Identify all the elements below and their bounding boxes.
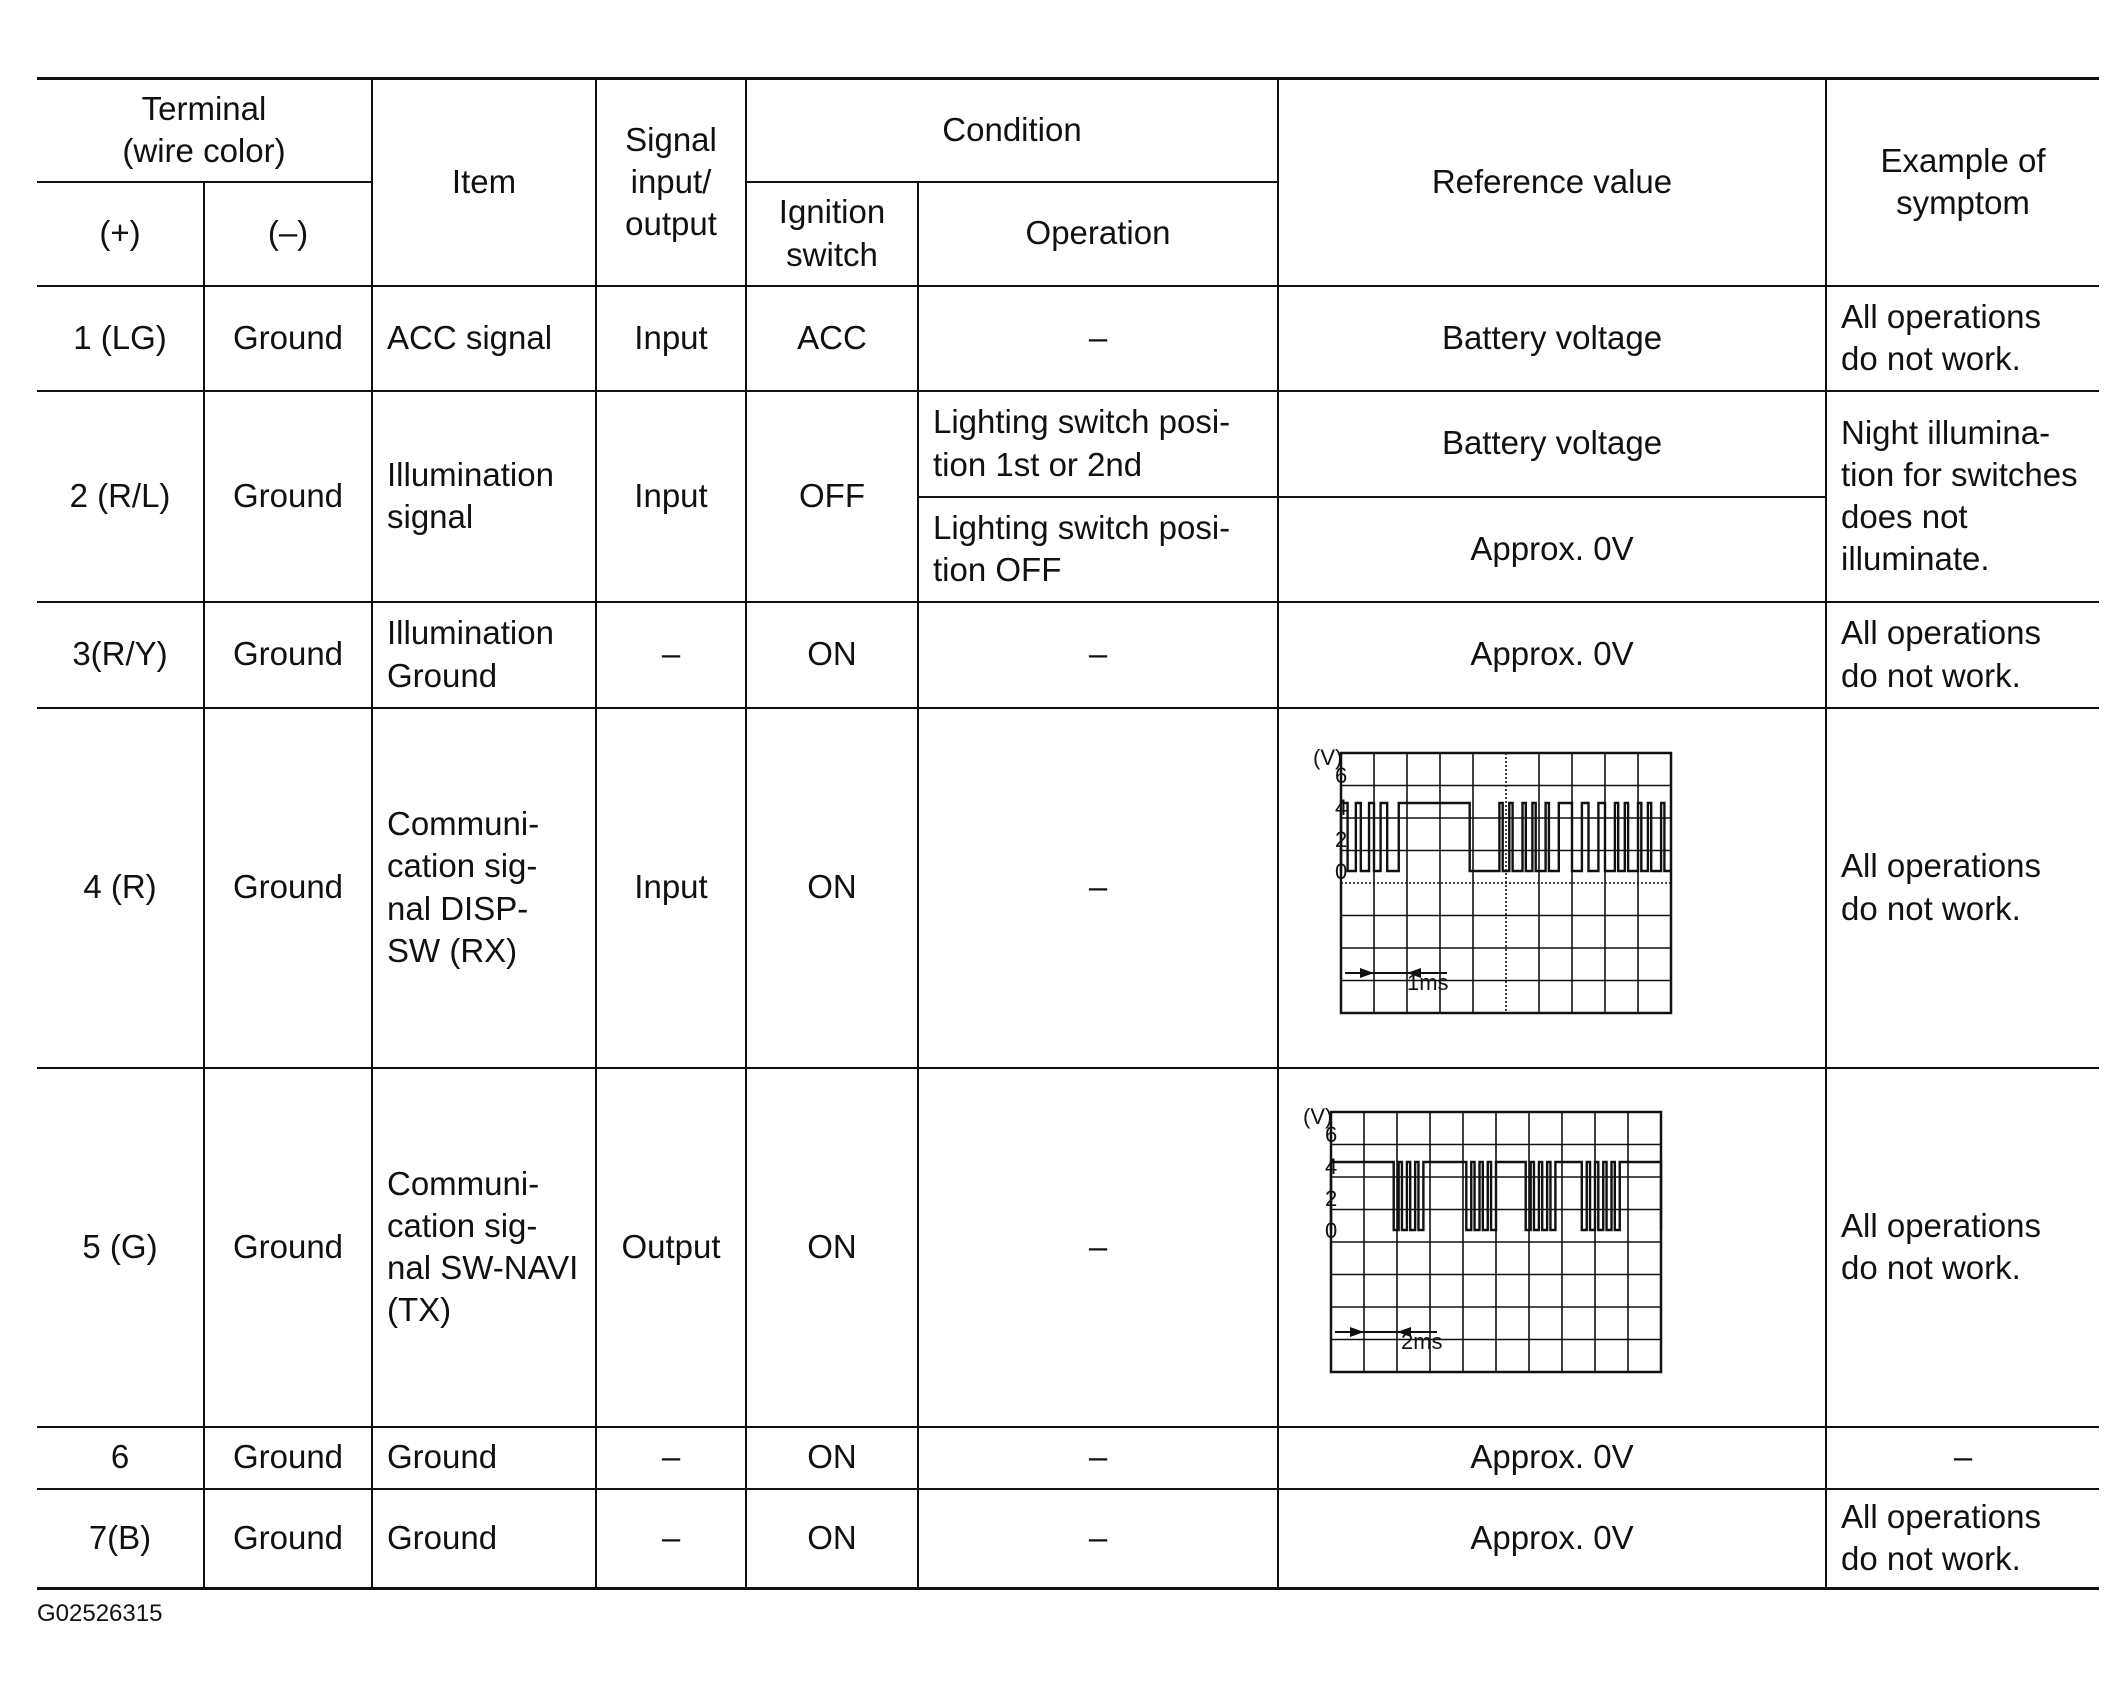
table-row bbox=[37, 1068, 2099, 1427]
waveform-tick-6: 6 bbox=[1335, 762, 1348, 788]
table-row bbox=[37, 286, 2099, 391]
terminal-minus: Ground bbox=[204, 602, 372, 708]
item-cell: Illumination signal bbox=[372, 391, 596, 602]
item-cell: Ground bbox=[372, 1489, 596, 1589]
waveform-tx bbox=[1289, 1102, 1689, 1392]
item-cell: Ground bbox=[372, 1427, 596, 1489]
symptom-cell: All operations do not work. bbox=[1826, 1489, 2099, 1589]
header-ignition: Ignition switch bbox=[746, 182, 918, 286]
ignition-cell: ON bbox=[746, 1068, 918, 1427]
terminal-plus: 5 (G) bbox=[37, 1068, 204, 1427]
terminal-plus: 4 (R) bbox=[37, 708, 204, 1068]
waveform-time-label: 1ms bbox=[1407, 969, 1449, 995]
waveform-tick-4: 4 bbox=[1325, 1154, 1338, 1179]
header-reference: Reference value bbox=[1278, 79, 1826, 286]
header-signal: Signal input/ output bbox=[596, 79, 746, 286]
waveform-tick-0: 0 bbox=[1335, 858, 1348, 884]
symptom-cell: All operations do not work. bbox=[1826, 708, 2099, 1068]
operation-cell: – bbox=[918, 286, 1278, 391]
ignition-cell: ACC bbox=[746, 286, 918, 391]
table-row bbox=[37, 1427, 2099, 1489]
terminal-minus: Ground bbox=[204, 1489, 372, 1589]
terminal-plus: 6 bbox=[37, 1427, 204, 1489]
signal-cell: – bbox=[596, 1427, 746, 1489]
signal-cell: – bbox=[596, 1489, 746, 1589]
header-symptom: Example of symptom bbox=[1826, 79, 2099, 286]
table-row bbox=[37, 1489, 2099, 1589]
header-operation: Operation bbox=[918, 182, 1278, 286]
terminal-plus: 7(B) bbox=[37, 1489, 204, 1589]
signal-cell: Input bbox=[596, 286, 746, 391]
reference-cell: Approx. 0V bbox=[1278, 1427, 1826, 1489]
item-cell: ACC signal bbox=[372, 286, 596, 391]
waveform-unit: (V) bbox=[1313, 744, 1343, 770]
operation-cell: – bbox=[918, 1068, 1278, 1427]
waveform-tick-2: 2 bbox=[1335, 826, 1348, 852]
operation-cell: Lighting switch posi-tion 1st or 2nd bbox=[918, 391, 1278, 497]
item-cell: Illumination Ground bbox=[372, 602, 596, 708]
reference-cell: Battery voltage bbox=[1278, 286, 1826, 391]
header-terminal: Terminal (wire color) bbox=[37, 79, 372, 182]
operation-cell: Lighting switch posi-tion OFF bbox=[918, 497, 1278, 602]
ignition-cell: OFF bbox=[746, 391, 918, 602]
ignition-cell: ON bbox=[746, 602, 918, 708]
symptom-cell: All operations do not work. bbox=[1826, 286, 2099, 391]
header-plus: (+) bbox=[37, 182, 204, 286]
table-row bbox=[37, 602, 2099, 708]
waveform-tick-0: 0 bbox=[1325, 1218, 1338, 1243]
reference-cell: Approx. 0V bbox=[1278, 602, 1826, 708]
waveform-tick-4: 4 bbox=[1335, 794, 1348, 820]
terminal-minus: Ground bbox=[204, 1068, 372, 1427]
header-minus: (–) bbox=[204, 182, 372, 286]
waveform-tick-2: 2 bbox=[1325, 1186, 1338, 1211]
item-cell: Communi-cation sig-nal DISP-SW (RX) bbox=[372, 708, 596, 1068]
table-row bbox=[37, 391, 2099, 497]
terminal-plus: 2 (R/L) bbox=[37, 391, 204, 602]
header-item: Item bbox=[372, 79, 596, 286]
reference-cell: Approx. 0V bbox=[1278, 497, 1826, 602]
symptom-cell: – bbox=[1826, 1427, 2099, 1489]
signal-cell: Input bbox=[596, 391, 746, 602]
terminal-table bbox=[37, 77, 2099, 1590]
header-condition: Condition bbox=[746, 79, 1278, 182]
symptom-cell: All operations do not work. bbox=[1826, 1068, 2099, 1427]
waveform-rx bbox=[1289, 743, 1689, 1033]
operation-cell: – bbox=[918, 1427, 1278, 1489]
symptom-cell: Night illumina-tion for switches does not illuminate. bbox=[1826, 391, 2099, 602]
waveform-trace bbox=[1331, 1162, 1661, 1230]
operation-cell: – bbox=[918, 602, 1278, 708]
reference-cell: Approx. 0V bbox=[1278, 1489, 1826, 1589]
signal-cell: Output bbox=[596, 1068, 746, 1427]
operation-cell: – bbox=[918, 708, 1278, 1068]
signal-cell: Input bbox=[596, 708, 746, 1068]
terminal-minus: Ground bbox=[204, 1427, 372, 1489]
waveform-tick-6: 6 bbox=[1325, 1122, 1338, 1147]
ignition-cell: ON bbox=[746, 708, 918, 1068]
ignition-cell: ON bbox=[746, 1489, 918, 1589]
terminal-minus: Ground bbox=[204, 286, 372, 391]
ignition-cell: ON bbox=[746, 1427, 918, 1489]
table-row bbox=[37, 708, 2099, 1068]
terminal-minus: Ground bbox=[204, 708, 372, 1068]
symptom-cell: All operations do not work. bbox=[1826, 602, 2099, 708]
figure-code: G02526315 bbox=[37, 1600, 163, 1627]
reference-cell: Battery voltage bbox=[1278, 391, 1826, 497]
waveform-time-label: 2ms bbox=[1401, 1329, 1443, 1354]
reference-cell bbox=[1278, 708, 1826, 1068]
terminal-plus: 1 (LG) bbox=[37, 286, 204, 391]
terminal-plus: 3(R/Y) bbox=[37, 602, 204, 708]
signal-cell: – bbox=[596, 602, 746, 708]
reference-cell bbox=[1278, 1068, 1826, 1427]
waveform-unit: (V) bbox=[1303, 1104, 1333, 1129]
terminal-minus: Ground bbox=[204, 391, 372, 602]
item-cell: Communi-cation sig-nal SW-NAVI (TX) bbox=[372, 1068, 596, 1427]
operation-cell: – bbox=[918, 1489, 1278, 1589]
